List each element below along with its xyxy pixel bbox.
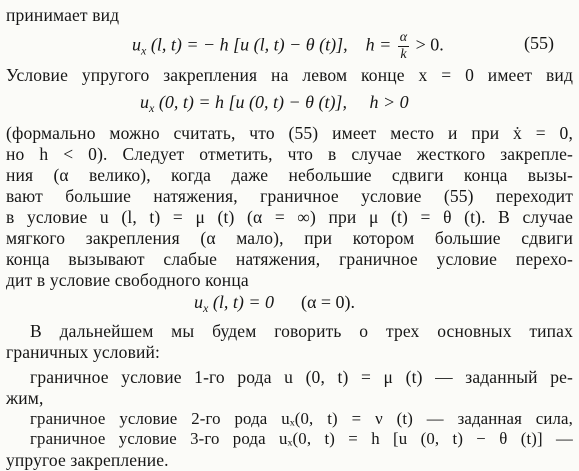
text-line: граничное условие 2-го рода uₓ(0, t) = ν (t) — заданная сила, [30, 409, 573, 428]
text-line: мягкого закрепления (α мало), при котором большие сдвиги [6, 228, 573, 248]
equation-left-end [140, 90, 409, 120]
fraction-numerator: α [399, 30, 408, 45]
equation-number: (55) [524, 33, 554, 53]
eq-rhs: (0, t) = h [u (0, t) − θ (t)], [158, 92, 347, 112]
eq-lhs: u [194, 292, 203, 312]
eq-subscript: x [203, 301, 209, 315]
text-line: В дальнейшем мы будем говорить о трех основных типах [30, 321, 573, 341]
text-line: граничное условие 1-го рода u (0, t) = μ (t) — заданный ре- [30, 367, 573, 387]
eq-lhs: u [132, 34, 141, 55]
equation-55 [132, 31, 444, 63]
eq-h-def: h = [365, 34, 392, 55]
text-line: ния (α велико), когда даже небольшие сдвиги конца вызы- [6, 165, 573, 185]
text-line: конца вызывают слабые натяжения, граничное условие перехо- [6, 249, 573, 269]
fraction-denominator: k [400, 47, 407, 62]
text-line: граничных условий: [6, 342, 161, 362]
text-line: (формально можно считать, что (55) имеет место и при ẋ = 0, [6, 123, 573, 143]
eq-lhs: u [140, 92, 149, 112]
equation-free-end [194, 290, 355, 320]
eq-rhs: (l, t) = 0 [212, 292, 274, 312]
text-line: но h < 0). Следует отметить, что в случае жесткого закрепле- [6, 144, 573, 164]
text-line: вают большие натяжения, граничное условие (55) переходит [6, 186, 573, 206]
eq-condition: > 0. [415, 34, 444, 55]
text-line: упругое закрепление. [6, 450, 169, 470]
eq-rhs: (l, t) = − h [u (l, t) − θ (t)], [150, 34, 348, 55]
eq-condition: h > 0 [369, 92, 409, 112]
eq-fraction [398, 31, 409, 62]
text-line: жим, [6, 388, 44, 408]
eq-condition: (α = 0). [300, 292, 356, 312]
text-line: принимает вид [6, 5, 120, 25]
text-line: дит в условие свободного конца [6, 270, 249, 290]
text-line: Условие упругого закрепления на левом конце x = 0 имеет вид [6, 65, 573, 85]
text-line: в условие u (l, t) = μ (t) (α = ∞) при μ (t) = θ (t). В случае [6, 207, 573, 227]
eq-subscript: x [149, 101, 155, 115]
eq-subscript: x [141, 43, 147, 58]
text-line: граничное условие 3-го рода uₓ(0, t) = h [u (0, t) − θ (t)] — [30, 429, 573, 448]
